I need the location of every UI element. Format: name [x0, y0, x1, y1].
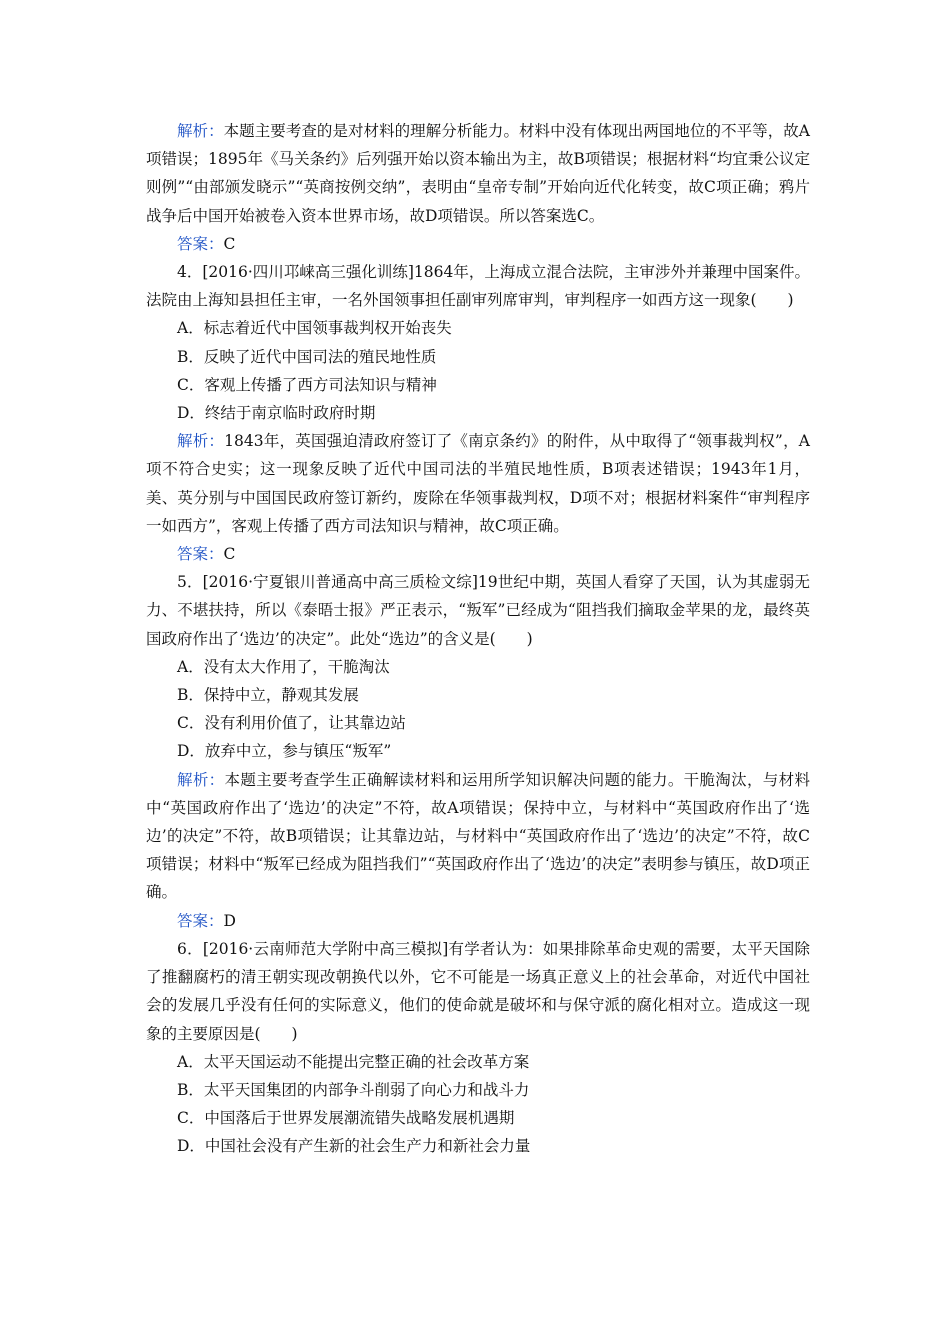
q5-analysis [146, 766, 810, 907]
q5-option-c: C．没有利用价值了，让其靠边站 [177, 714, 406, 733]
analysis-text: 1843年，英国强迫清政府签订了《南京条约》的附件，从中取得了“领事裁判权”，A项不符合史实；这一现象反映了近代中国司法的半殖民地性质，B项表述错误；1943年1月，美、英分别与中国国民政府签订新约，废除在华领事裁判权，D项不对；根据材料案件“审判程序一如西方”，客观上传播了西方司法知识与精神，故C项正确。 [146, 432, 810, 535]
answer-label: 答案： [177, 545, 224, 564]
q6-stem: 6．[2016·云南师范大学附中高三模拟]有学者认为：如果排除革命史观的需要，太平天国除了推翻腐朽的清王朝实现改朝换代以外，它不可能是一场真正意义上的社会革命，对近代中国社会的发展几乎没有任何的实际意义，他们的使命就是破坏和与保守派的腐化相对立。造成这一现象的主要原因是( ) [146, 939, 810, 1043]
q5-stem: 5．[2016·宁夏银川普通高中高三质检文综]19世纪中期，英国人看穿了天国，认为其虚弱无力、不堪扶持，所以《泰晤士报》严正表示，“叛军”已经成为“阻挡我们摘取金苹果的龙，最终英国政府作出了‘选边’的决定”。此处“选边”的含义是( ) [146, 573, 810, 648]
analysis-label: 解析： [177, 432, 225, 451]
q4-option-a: A．标志着近代中国领事裁判权开始丧失 [177, 319, 452, 338]
q6-option-d: D．中国社会没有产生新的社会生产力和新社会力量 [177, 1137, 531, 1156]
document-page [146, 117, 810, 1161]
q4-option-d: D．终结于南京临时政府时期 [177, 404, 376, 423]
q6-option-a: A．太平天国运动不能提出完整正确的社会改革方案 [177, 1052, 530, 1071]
q4-option-c: C．客观上传播了西方司法知识与精神 [177, 375, 437, 394]
q6-option-b: B．太平天国集团的内部争斗削弱了向心力和战斗力 [177, 1080, 530, 1099]
q3-analysis [146, 117, 810, 230]
answer-value: C [223, 234, 236, 253]
answer-value: D [223, 911, 236, 930]
q3-answer [146, 230, 810, 258]
analysis-label: 解析： [177, 770, 225, 789]
analysis-text: 本题主要考查学生正确解读材料和运用所学知识解决问题的能力。干脆淘汰，与材料中“英国政府作出了‘选边’的决定”不符，故A项错误；保持中立，与材料中“英国政府作出了‘选边’的决定”不符，故B项错误；让其靠边站，与材料中“英国政府作出了‘选边’的决定”不符，故C项错误；材料中“叛军已经成为阻挡我们”“英国政府作出了‘选边’的决定”表明参与镇压，故D项正确。 [146, 770, 810, 902]
q4-stem: 4．[2016·四川邛崃高三强化训练]1864年，上海成立混合法院，主审涉外并兼理中国案件。法院由上海知县担任主审，一名外国领事担任副审列席审判，审判程序一如西方这一现象( ) [146, 263, 810, 310]
analysis-label: 解析： [177, 122, 224, 140]
q4-option-b: B．反映了近代中国司法的殖民地性质 [177, 347, 437, 366]
q5-option-a: A．没有太大作用了，干脆淘汰 [177, 657, 390, 676]
q4-analysis [146, 427, 810, 540]
q6-option-c: C．中国落后于世界发展潮流错失战略发展机遇期 [177, 1109, 515, 1128]
q4-answer [146, 540, 810, 568]
q5-option-d: D．放弃中立，参与镇压“叛军” [177, 742, 392, 761]
q5-option-b: B．保持中立，静观其发展 [177, 686, 359, 705]
q5-answer [146, 907, 810, 935]
answer-label: 答案： [177, 234, 224, 253]
analysis-text: 本题主要考查的是对材料的理解分析能力。材料中没有体现出两国地位的不平等，故A项错误；1895年《马关条约》后列强开始以资本输出为主，故B项错误；根据材料“均宜秉公议定则例”“由部颁发晓示”“英商按例交纳”，表明由“皇帝专制”开始向近代化转变，故C项正确；鸦片战争后中国开始被卷入资本世界市场，故D项错误。所以答案选C。 [146, 122, 810, 225]
answer-value: C [223, 545, 236, 564]
answer-label: 答案： [177, 911, 224, 930]
